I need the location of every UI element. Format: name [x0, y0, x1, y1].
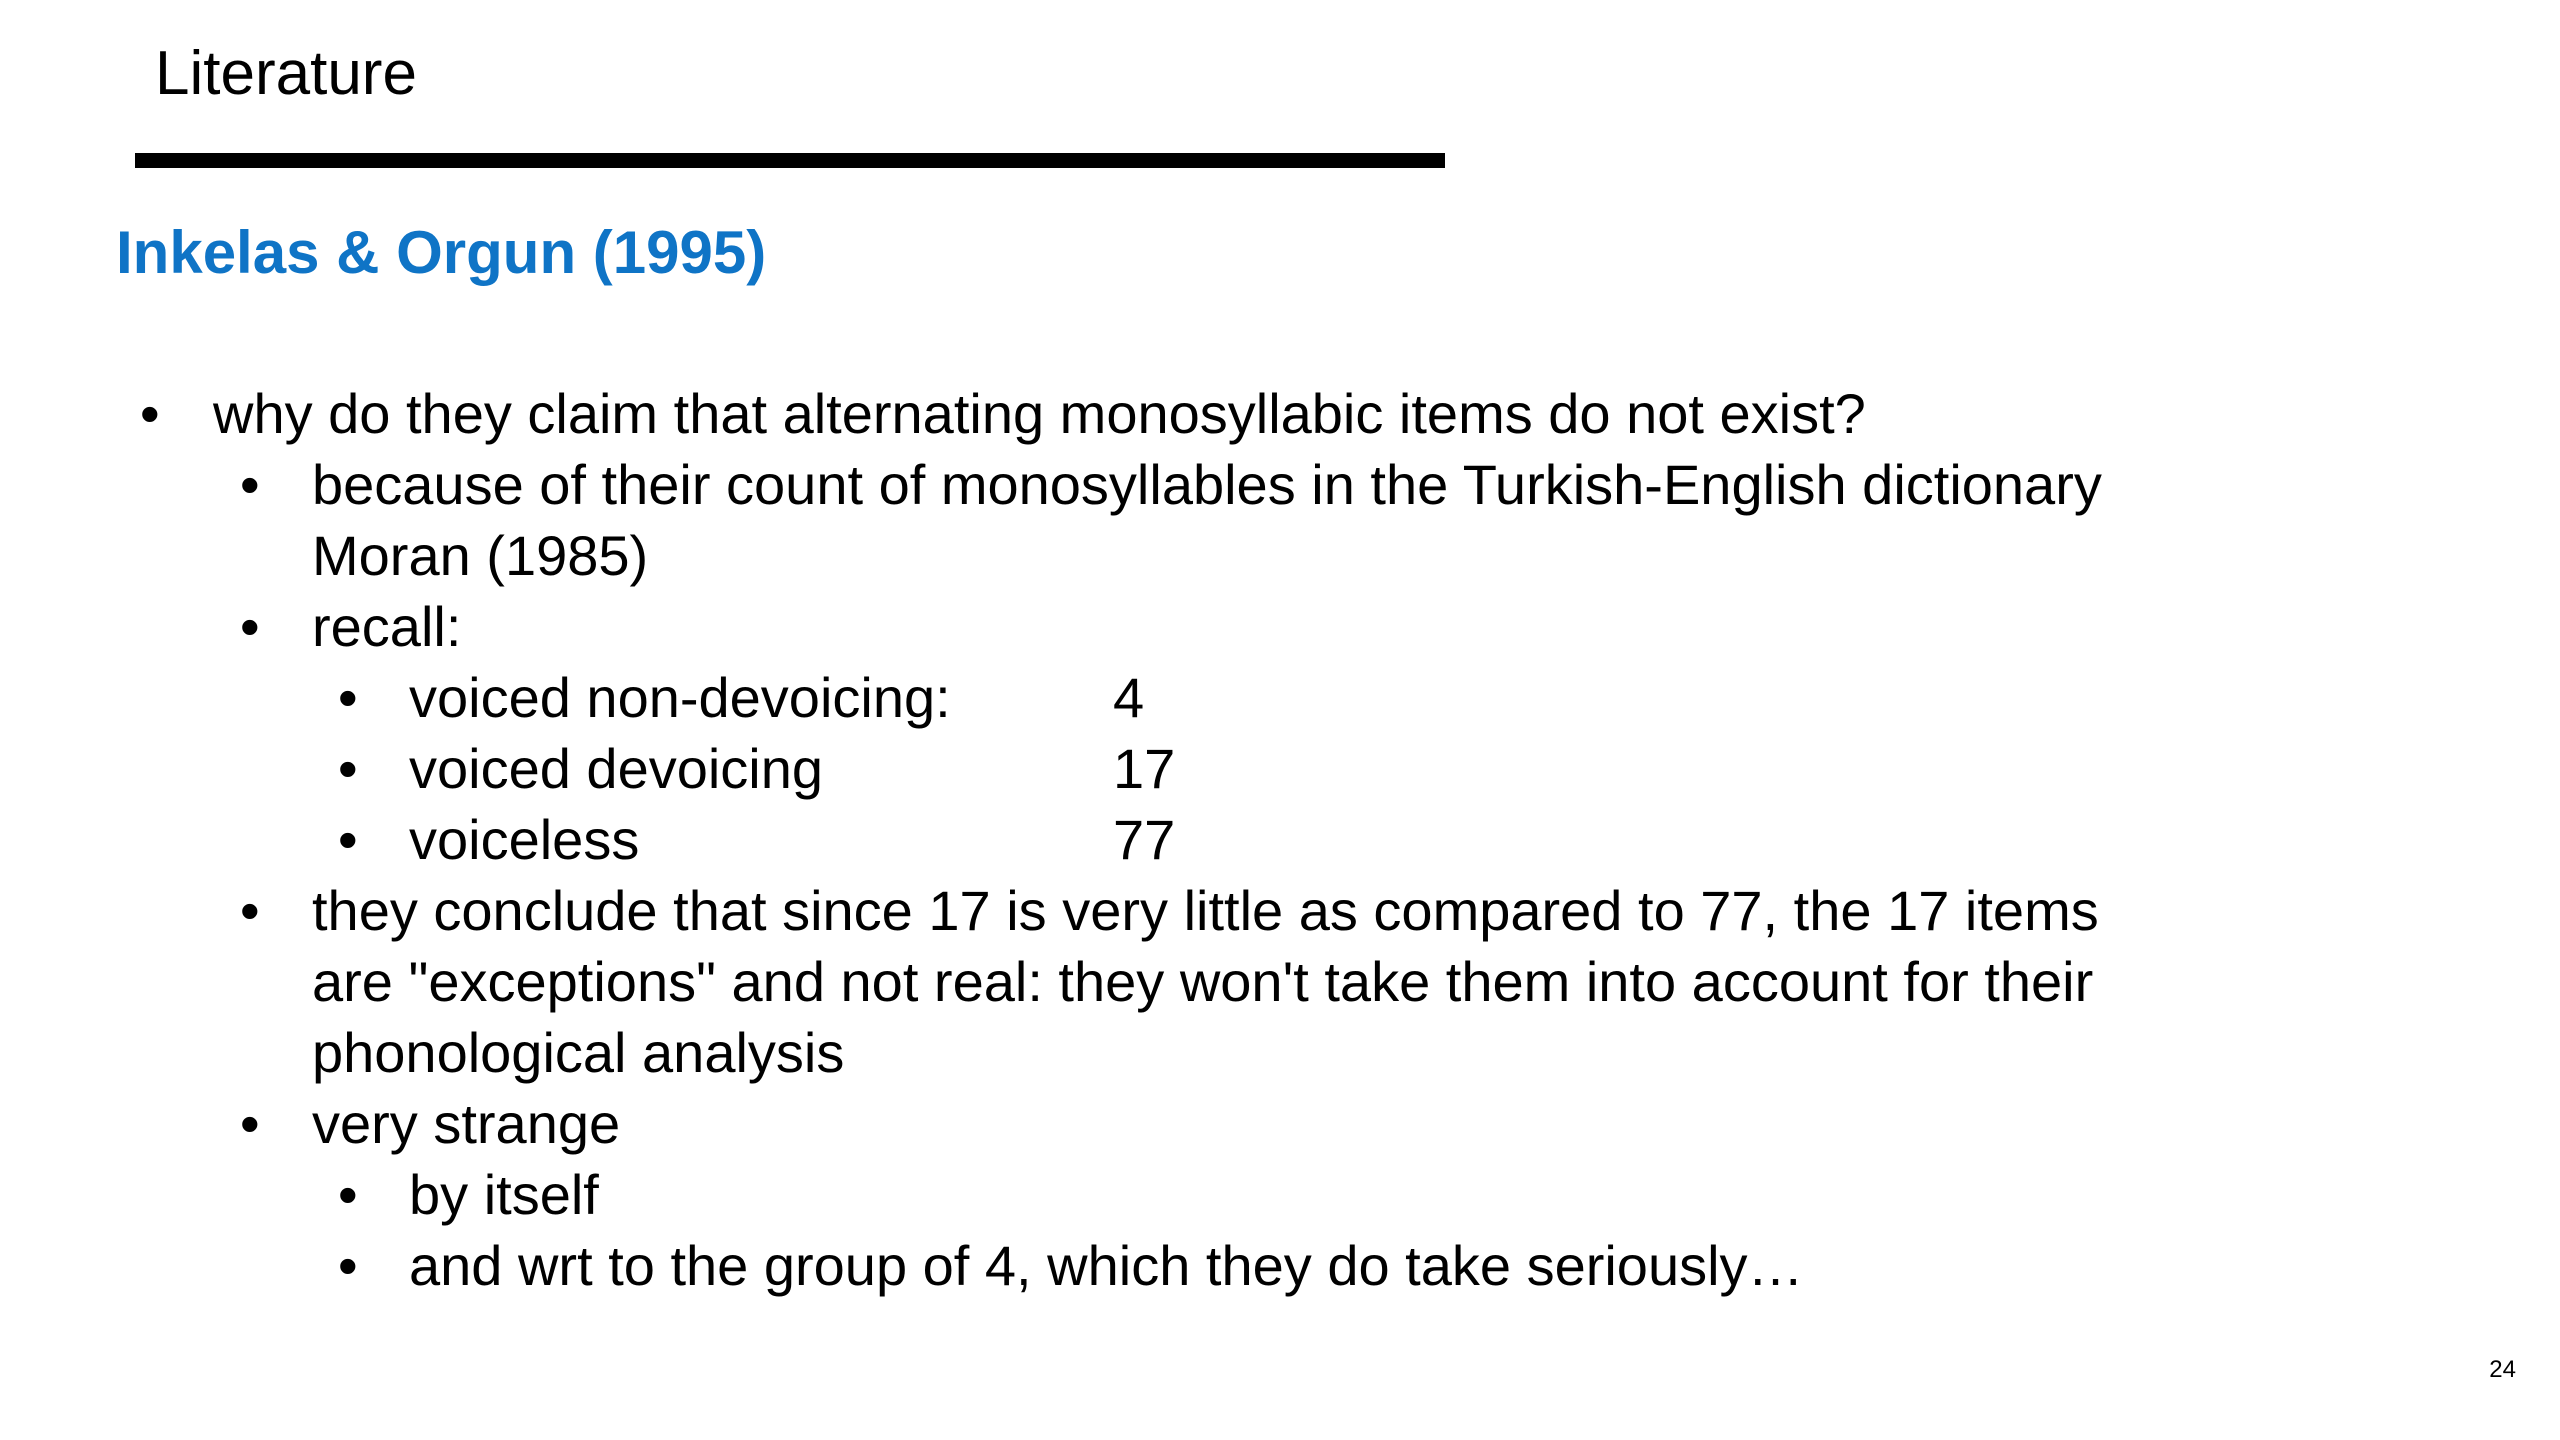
bullet-text: by itself — [409, 1163, 599, 1226]
bullet-item-level2 — [0, 1088, 2560, 1159]
count-label: voiced non-devoicing: — [409, 666, 951, 729]
bullet-continuation-line — [0, 946, 2560, 1017]
bullet-item-level2 — [0, 875, 2560, 946]
slide-heading: Inkelas & Orgun (1995) — [116, 219, 767, 286]
bullet-marker: • — [338, 737, 358, 800]
bullet-continuation-line — [0, 1017, 2560, 1088]
count-value: 77 — [1113, 808, 1176, 871]
bullet-marker: • — [338, 666, 358, 729]
bullet-text: they conclude that since 17 is very little as compared to 77, the 17 items — [312, 879, 2099, 942]
bullet-marker: • — [240, 595, 260, 658]
count-row — [0, 733, 2560, 804]
bullet-text: phonological analysis — [312, 1021, 845, 1084]
bullet-item-level1 — [0, 378, 2560, 449]
bullet-item-level3 — [0, 1159, 2560, 1230]
count-row — [0, 662, 2560, 733]
bullet-item-level3 — [0, 1230, 2560, 1301]
bullet-marker: • — [338, 1163, 358, 1226]
bullet-marker: • — [240, 453, 260, 516]
bullet-text: because of their count of monosyllables in the Turkish-English dictionary — [312, 453, 2102, 516]
bullet-text: Moran (1985) — [312, 524, 649, 587]
bullet-item-level2 — [0, 591, 2560, 662]
bullet-text: why do they claim that alternating monosyllabic items do not exist? — [213, 382, 1866, 445]
bullet-continuation-line — [0, 520, 2560, 591]
bullet-text: are "exceptions" and not real: they won't take them into account for their — [312, 950, 2094, 1013]
bullet-text: recall: — [312, 595, 462, 658]
page-number: 24 — [2489, 1356, 2516, 1383]
bullet-marker: • — [240, 879, 260, 942]
bullet-marker: • — [338, 1234, 358, 1297]
bullet-text: very strange — [312, 1092, 621, 1155]
bullet-marker: • — [240, 1092, 260, 1155]
bullet-text: and wrt to the group of 4, which they do take seriously… — [409, 1234, 1804, 1297]
bullet-marker: • — [140, 382, 160, 445]
count-value: 4 — [1113, 666, 1145, 729]
title-rule — [135, 153, 1445, 168]
bullet-marker: • — [338, 808, 358, 871]
bullet-list — [0, 378, 2560, 1301]
section-title: Literature — [155, 39, 417, 108]
count-value: 17 — [1113, 737, 1176, 800]
count-label: voiceless — [409, 808, 640, 871]
bullet-item-level2 — [0, 449, 2560, 520]
count-label: voiced devoicing — [409, 737, 824, 800]
count-row — [0, 804, 2560, 875]
